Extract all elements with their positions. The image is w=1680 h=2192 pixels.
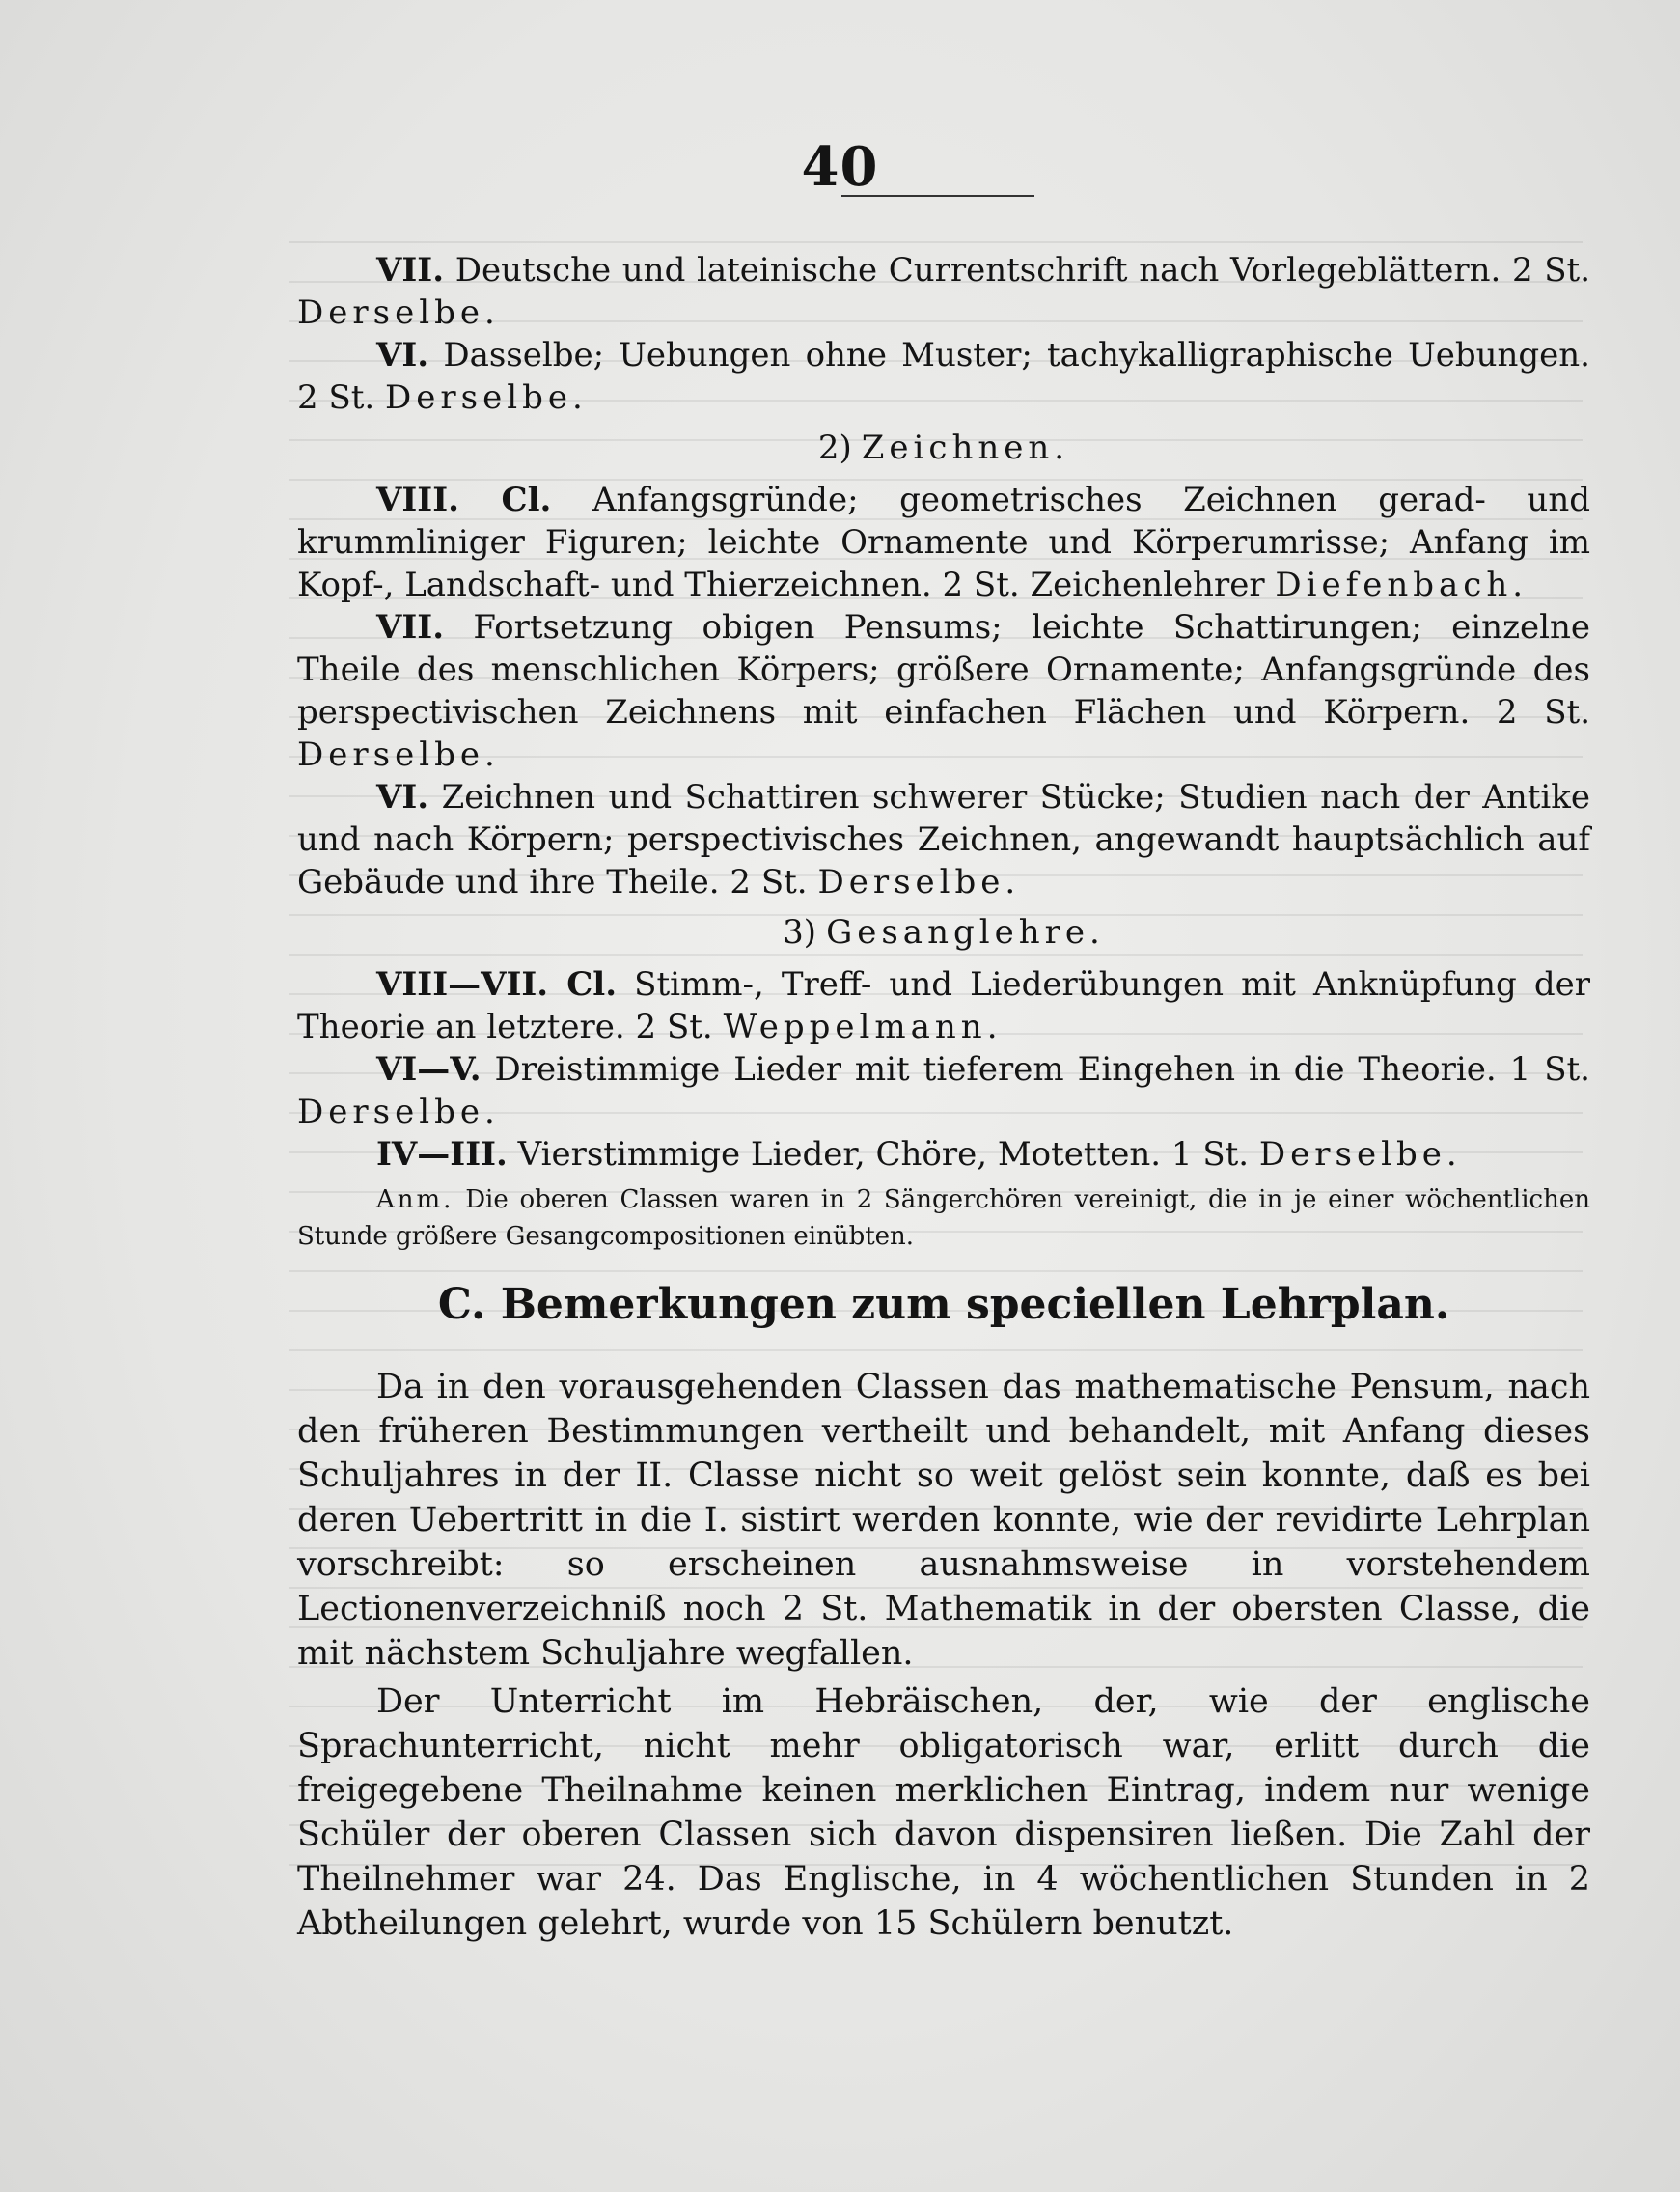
- section-heading-c: C. Bemerkungen zum speciellen Lehrplan.: [437, 1280, 1450, 1329]
- section-heading-gesang: 3) Gesanglehre.: [783, 913, 1105, 952]
- gesang-note: Anm. Die oberen Classen waren in 2 Sängerchören vereinigt, die in je einer wöchentlichen Stunde größere Gesangcompositionen einübten.: [297, 1185, 1590, 1251]
- teacher-name: Diefenbach.: [1275, 566, 1529, 604]
- page-number-rule: [841, 195, 1034, 197]
- teacher-name: Derselbe.: [385, 378, 588, 417]
- page-number: 40: [801, 135, 879, 199]
- schrift-item-vi: VI. Dasselbe; Uebungen ohne Muster; tachykalligraphische Uebungen. 2 St. Derselbe.: [297, 336, 1590, 417]
- zeichnen-item-vii: VII. Fortsetzung obigen Pensums; leichte Schattirungen; einzelne Theile des menschlichen Körpers; größere Ornamente; Anfangsgründe des perspectivischen Zeichnens mit einfachen Flächen und Körpern. 2 St. Derselbe.: [297, 608, 1591, 774]
- teacher-name: Derselbe.: [297, 293, 500, 332]
- page-body: [297, 249, 1590, 1946]
- zeichnen-item-viii: VIII. Cl. Anfangsgründe; geometrisches Zeichnen gerad- und krummliniger Figuren; leichte Ornamente und Körperumrisse; Anfang im Kopf-, Landschaft- und Thierzeichnen. 2 St. Zeichenlehrer Diefenbach.: [297, 481, 1590, 604]
- teacher-name: Derselbe.: [1258, 1135, 1462, 1174]
- schrift-item-vii: VII. Deutsche und lateinische Currentschrift nach Vorlegeblättern. 2 St. Derselbe.: [297, 251, 1590, 332]
- teacher-name: Derselbe.: [297, 735, 500, 774]
- zeichnen-item-vi: VI. Zeichnen und Schattiren schwerer Stücke; Studien nach der Antike und nach Körpern; perspectivisches Zeichnen, angewandt hauptsächlich auf Gebäude und ihre Theile. 2 St. Derselbe.: [297, 778, 1591, 902]
- paragraph-hebraeisch: Der Unterricht im Hebräischen, der, wie der englische Sprachunterricht, nicht mehr obligatorisch war, erlitt durch die freigegebene Theilnahme keinen merklichen Eintrag, indem nur wenige Schüler der oberen Classen sich davon dispensiren ließen. Die Zahl der Theilnehmer war 24. Das Englische, in 4 wöchentlichen Stunden in 2 Abtheilungen gelehrt, wurde von 15 Schülern benutzt.: [297, 1682, 1590, 1943]
- gesang-item-vi-v: VI—V. Dreistimmige Lieder mit tieferem Eingehen in die Theorie. 1 St. Derselbe.: [297, 1050, 1590, 1131]
- gesang-item-viii-vii: VIII—VII. Cl. Stimm-, Treff- und Liederübungen mit Anknüpfung der Theorie an letztere. 2 St. Weppelmann.: [297, 965, 1590, 1046]
- gesang-item-iv-iii: IV—III. Vierstimmige Lieder, Chöre, Motetten. 1 St. Derselbe.: [376, 1135, 1462, 1174]
- teacher-name: Derselbe.: [297, 1093, 500, 1131]
- paragraph-mathematik: Da in den vorausgehenden Classen das mathematische Pensum, nach den früheren Bestimmungen vertheilt und behandelt, mit Anfang dieses Schuljahres in der II. Classe nicht so weit gelöst sein konnte, daß es bei deren Uebertritt in die I. sistirt werden konnte, wie der revidirte Lehrplan vorschreibt: so erscheinen ausnahmsweise in vorstehendem Lectionenverzeichniß noch 2 St. Mathematik in der obersten Classe, die mit nächstem Schuljahre wegfallen.: [297, 1368, 1590, 1673]
- teacher-name: Weppelmann.: [723, 1008, 1003, 1046]
- section-heading-zeichnen: 2) Zeichnen.: [817, 429, 1070, 467]
- teacher-name: Derselbe.: [817, 863, 1021, 902]
